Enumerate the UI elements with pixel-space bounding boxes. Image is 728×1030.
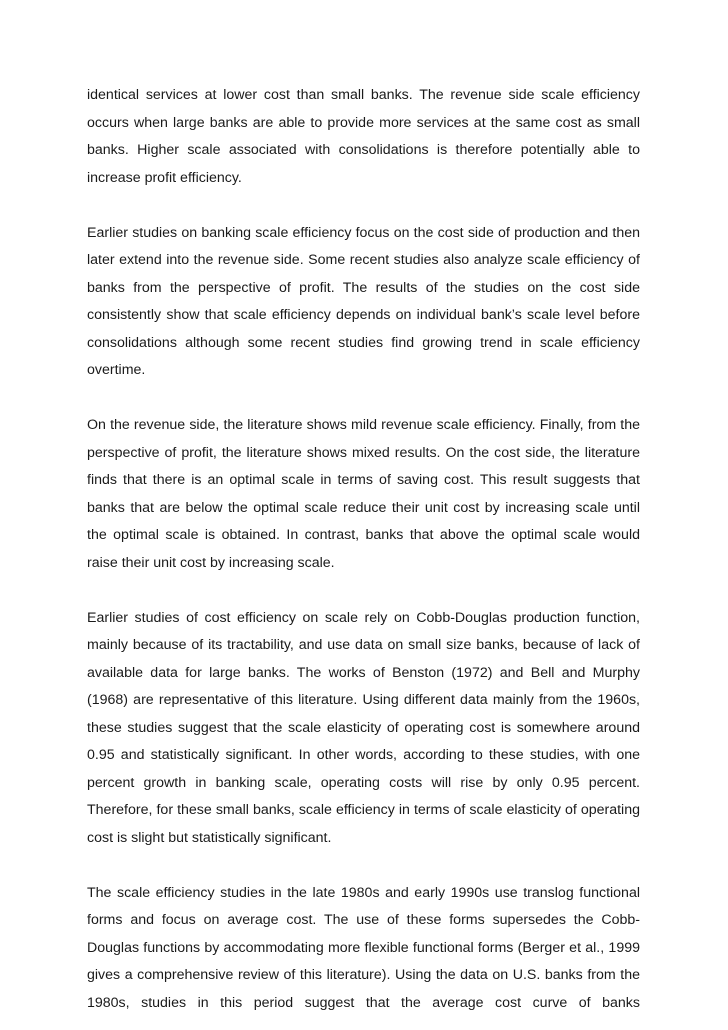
paragraph-3: On the revenue side, the literature shows mild revenue scale efficiency. Finally, from the perspective of profit, the literature shows mixed results. On the cost side, the literature finds that there is an optimal scale in terms of saving cost. This result suggests that banks that are below the optimal scale reduce their unit cost by increasing scale until the optimal scale is obtained. In contrast, banks that above the optimal scale would raise their unit cost by increasing scale. bbox=[87, 417, 640, 571]
paragraph-2: Earlier studies on banking scale efficiency focus on the cost side of production and then later extend into the revenue side. Some recent studies also analyze scale efficiency of banks from the perspective of profit. The results of the studies on the cost side consistently show that scale efficiency depends on individual bank’s scale level before consolidations although some recent studies find growing trend in scale efficiency overtime. bbox=[87, 224, 640, 378]
paragraph-1: identical services at lower cost than small banks. The revenue side scale efficiency occurs when large banks are able to provide more services at the same cost as small banks. Higher scale associated with consolidations is therefore potentially able to increase profit efficiency. bbox=[87, 87, 640, 186]
document-page bbox=[87, 82, 640, 1017]
paragraph-4: Earlier studies of cost efficiency on scale rely on Cobb-Douglas production function, mainly because of its tractability, and use data on small size banks, because of lack of available data for large banks. The works of Benston (1972) and Bell and Murphy (1968) are representative of this literature. Using different data mainly from the 1960s, these studies suggest that the scale elasticity of operating cost is somewhere around 0.95 and statistically significant. In other words, according to these studies, with one percent growth in banking scale, operating costs will rise by only 0.95 percent. Therefore, for these small banks, scale efficiency in terms of scale elasticity of operating cost is slight but statistically significant. bbox=[87, 609, 640, 846]
paragraph-5: The scale efficiency studies in the late 1980s and early 1990s use translog functional forms and focus on average cost. The use of these forms supersedes the Cobb-Douglas functions by accommodating more flexible functional forms (Berger et al., 1999 gives a comprehensive review of this literature). Using the data on U.S. banks from the 1980s, studies in this period suggest that the average cost curve of banks bbox=[87, 884, 640, 1011]
